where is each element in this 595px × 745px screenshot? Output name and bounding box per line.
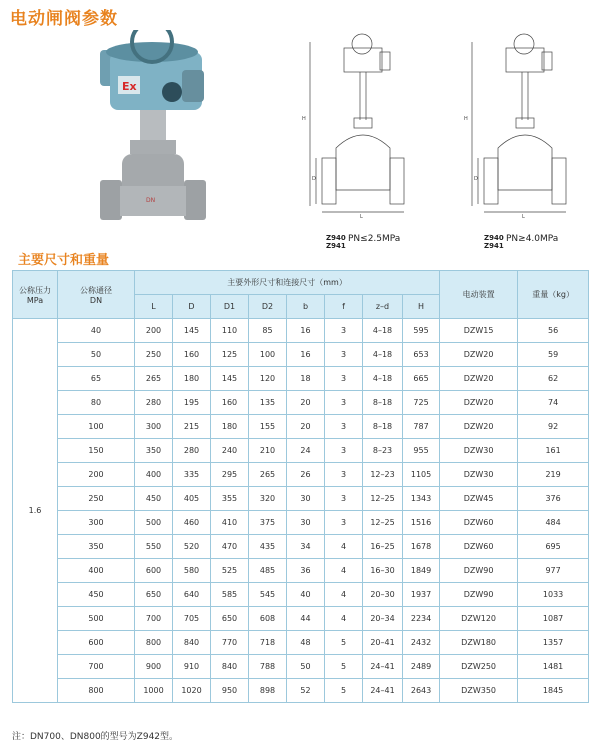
table-cell: 955 (403, 439, 440, 463)
table-cell: 725 (403, 391, 440, 415)
table-cell: 16–30 (363, 559, 403, 583)
table-cell: DZW90 (440, 559, 518, 583)
table-cell: 8–23 (363, 439, 403, 463)
spec-table (12, 270, 589, 703)
table-cell: 1033 (518, 583, 589, 607)
table-cell: 1343 (403, 487, 440, 511)
table-cell: 210 (249, 439, 287, 463)
table-cell: 1105 (403, 463, 440, 487)
table-cell: 12–23 (363, 463, 403, 487)
table-cell: 1087 (518, 607, 589, 631)
table-row (13, 535, 589, 559)
header-actuator: 电动装置 (440, 271, 518, 319)
header-dim: f (325, 295, 363, 319)
table-cell: 3 (325, 319, 363, 343)
table-cell: 4 (325, 607, 363, 631)
table-row (13, 391, 589, 415)
table-cell: 100 (58, 415, 135, 439)
table-cell: 4–18 (363, 343, 403, 367)
table-cell: 295 (211, 463, 249, 487)
table-cell: 110 (211, 319, 249, 343)
table-cell: 12–25 (363, 487, 403, 511)
table-cell: DZW60 (440, 511, 518, 535)
table-cell: 320 (249, 487, 287, 511)
table-cell: 470 (211, 535, 249, 559)
table-cell: 4–18 (363, 367, 403, 391)
section-title: 主要尺寸和重量 (18, 253, 110, 268)
table-cell: 62 (518, 367, 589, 391)
table-cell: DZW20 (440, 391, 518, 415)
table-cell: 48 (287, 631, 325, 655)
table-cell: 135 (249, 391, 287, 415)
table-cell: 1357 (518, 631, 589, 655)
table-cell: 950 (211, 679, 249, 703)
table-cell: 4–18 (363, 319, 403, 343)
svg-text:H: H (302, 116, 306, 122)
table-cell: 840 (173, 631, 211, 655)
table-cell: 85 (249, 319, 287, 343)
table-cell: DZW20 (440, 343, 518, 367)
table-cell: 500 (135, 511, 173, 535)
table-cell: 3 (325, 391, 363, 415)
table-cell: 160 (173, 343, 211, 367)
table-cell: 900 (135, 655, 173, 679)
table-cell: 16–25 (363, 535, 403, 559)
table-cell: 1937 (403, 583, 440, 607)
drawing-1-pn: PN≤2.5MPa (348, 234, 401, 244)
header-dim: b (287, 295, 325, 319)
table-cell: 485 (249, 559, 287, 583)
table-cell: 1678 (403, 535, 440, 559)
table-cell: 3 (325, 511, 363, 535)
table-cell: 600 (135, 559, 173, 583)
table-cell: 700 (58, 655, 135, 679)
table-cell: 24–41 (363, 679, 403, 703)
drawing-1-caption (326, 234, 401, 250)
table-cell: 788 (249, 655, 287, 679)
table-cell: 24 (287, 439, 325, 463)
valve-drawing-1 (300, 30, 410, 220)
table-cell: 16 (287, 343, 325, 367)
table-cell: 59 (518, 343, 589, 367)
table-row (13, 679, 589, 703)
table-row (13, 631, 589, 655)
table-cell: 5 (325, 679, 363, 703)
table-row (13, 655, 589, 679)
table-cell: 1481 (518, 655, 589, 679)
table-cell: 145 (173, 319, 211, 343)
drawing-1-model-b: Z941 (326, 242, 346, 250)
table-cell: 24–41 (363, 655, 403, 679)
table-cell: 705 (173, 607, 211, 631)
table-cell: 840 (211, 655, 249, 679)
svg-text:DN: DN (146, 197, 156, 204)
table-cell: 265 (135, 367, 173, 391)
table-cell: 219 (518, 463, 589, 487)
header-dims-group: 主要外形尺寸和连接尺寸（mm） (135, 271, 440, 295)
table-cell: 36 (287, 559, 325, 583)
drawing-2-pn: PN≥4.0MPa (506, 234, 559, 244)
table-cell: 3 (325, 415, 363, 439)
table-cell: 2432 (403, 631, 440, 655)
table-cell: 2234 (403, 607, 440, 631)
table-cell: 200 (135, 319, 173, 343)
table-row (13, 343, 589, 367)
table-cell: 695 (518, 535, 589, 559)
table-cell: 450 (58, 583, 135, 607)
table-cell: 545 (249, 583, 287, 607)
table-cell: 125 (211, 343, 249, 367)
table-row (13, 511, 589, 535)
table-cell: 56 (518, 319, 589, 343)
table-row (13, 487, 589, 511)
table-cell: 650 (211, 607, 249, 631)
table-cell: 800 (58, 679, 135, 703)
table-cell: 92 (518, 415, 589, 439)
table-cell: 215 (173, 415, 211, 439)
table-row (13, 319, 589, 343)
table-cell: 700 (135, 607, 173, 631)
table-cell: 400 (58, 559, 135, 583)
table-cell: 20 (287, 415, 325, 439)
table-cell: 1849 (403, 559, 440, 583)
table-cell: 180 (211, 415, 249, 439)
spec-table-body (13, 319, 589, 703)
svg-text:D: D (474, 176, 478, 182)
table-cell: 150 (58, 439, 135, 463)
table-cell: DZW30 (440, 463, 518, 487)
table-cell: 640 (173, 583, 211, 607)
table-cell: 435 (249, 535, 287, 559)
table-cell: 65 (58, 367, 135, 391)
table-cell: 1000 (135, 679, 173, 703)
table-cell: 5 (325, 655, 363, 679)
table-cell: 250 (135, 343, 173, 367)
table-cell: 44 (287, 607, 325, 631)
page-title: 电动闸阀参数 (10, 9, 118, 29)
table-cell: DZW45 (440, 487, 518, 511)
svg-text:L: L (522, 214, 525, 220)
table-cell: 30 (287, 487, 325, 511)
table-cell: 161 (518, 439, 589, 463)
table-cell: 977 (518, 559, 589, 583)
header-weight: 重量（kg） (518, 271, 589, 319)
table-cell: 376 (518, 487, 589, 511)
table-cell: 300 (135, 415, 173, 439)
table-row (13, 463, 589, 487)
table-cell: 460 (173, 511, 211, 535)
table-cell: 74 (518, 391, 589, 415)
table-cell: 1020 (173, 679, 211, 703)
table-cell: 265 (249, 463, 287, 487)
table-cell: 80 (58, 391, 135, 415)
table-cell: 3 (325, 343, 363, 367)
header-dim: H (403, 295, 440, 319)
table-cell: DZW20 (440, 415, 518, 439)
table-cell: 50 (58, 343, 135, 367)
table-cell: 910 (173, 655, 211, 679)
table-cell: 8–18 (363, 391, 403, 415)
table-cell: 600 (58, 631, 135, 655)
table-cell: 525 (211, 559, 249, 583)
table-row (13, 607, 589, 631)
table-row (13, 367, 589, 391)
table-cell: 520 (173, 535, 211, 559)
table-cell: DZW120 (440, 607, 518, 631)
table-cell: 500 (58, 607, 135, 631)
table-cell: DZW30 (440, 439, 518, 463)
table-cell: 718 (249, 631, 287, 655)
table-cell: 4 (325, 583, 363, 607)
table-cell: 375 (249, 511, 287, 535)
table-cell: 608 (249, 607, 287, 631)
table-cell: 350 (58, 535, 135, 559)
table-cell: 1845 (518, 679, 589, 703)
table-cell: 160 (211, 391, 249, 415)
header-pressure: 公称压力 MPa (13, 271, 58, 319)
table-cell: 787 (403, 415, 440, 439)
table-cell: 200 (58, 463, 135, 487)
valve-drawing-2 (462, 30, 572, 220)
header-dim: D2 (249, 295, 287, 319)
table-cell: DZW15 (440, 319, 518, 343)
table-cell: 16 (287, 319, 325, 343)
table-cell: DZW20 (440, 367, 518, 391)
table-cell: 18 (287, 367, 325, 391)
table-cell: 898 (249, 679, 287, 703)
table-cell: 12–25 (363, 511, 403, 535)
table-cell: 34 (287, 535, 325, 559)
table-cell: 180 (173, 367, 211, 391)
table-cell: 770 (211, 631, 249, 655)
header-diameter: 公称通径 DN (58, 271, 135, 319)
drawing-2-model-b: Z941 (484, 242, 504, 250)
table-cell: 280 (135, 391, 173, 415)
footnote: 注：DN700、DN800的型号为Z942型。 (12, 732, 179, 742)
table-cell: 40 (287, 583, 325, 607)
table-cell: DZW60 (440, 535, 518, 559)
table-cell: 145 (211, 367, 249, 391)
table-cell: 3 (325, 487, 363, 511)
table-row (13, 559, 589, 583)
table-cell: 250 (58, 487, 135, 511)
table-cell: 580 (173, 559, 211, 583)
table-cell: 653 (403, 343, 440, 367)
table-cell: 410 (211, 511, 249, 535)
svg-text:L: L (360, 214, 363, 220)
table-cell: DZW180 (440, 631, 518, 655)
drawing-2-model-a: Z940 (484, 234, 504, 242)
table-cell: 650 (135, 583, 173, 607)
ex-badge: Ex (122, 80, 137, 93)
drawing-1-model-a: Z940 (326, 234, 346, 242)
table-cell: 20–30 (363, 583, 403, 607)
table-cell: 20 (287, 391, 325, 415)
table-cell: 52 (287, 679, 325, 703)
table-cell: 484 (518, 511, 589, 535)
pressure-cell: 1.6 (13, 319, 58, 703)
table-cell: 355 (211, 487, 249, 511)
svg-text:H: H (464, 116, 468, 122)
table-cell: 585 (211, 583, 249, 607)
table-cell: 550 (135, 535, 173, 559)
table-row (13, 415, 589, 439)
table-cell: 240 (211, 439, 249, 463)
table-cell: DZW250 (440, 655, 518, 679)
table-cell: 595 (403, 319, 440, 343)
table-cell: 30 (287, 511, 325, 535)
table-cell: 400 (135, 463, 173, 487)
header-dim: L (135, 295, 173, 319)
table-cell: 5 (325, 631, 363, 655)
table-cell: 4 (325, 535, 363, 559)
table-row (13, 583, 589, 607)
svg-text:D: D (312, 176, 316, 182)
header-dim: D (173, 295, 211, 319)
table-cell: DZW350 (440, 679, 518, 703)
table-cell: 405 (173, 487, 211, 511)
table-cell: 280 (173, 439, 211, 463)
table-cell: 800 (135, 631, 173, 655)
table-cell: DZW90 (440, 583, 518, 607)
table-cell: 8–18 (363, 415, 403, 439)
table-cell: 2643 (403, 679, 440, 703)
header-dim: D1 (211, 295, 249, 319)
table-cell: 155 (249, 415, 287, 439)
table-cell: 20–34 (363, 607, 403, 631)
table-cell: 20–41 (363, 631, 403, 655)
table-cell: 2489 (403, 655, 440, 679)
table-cell: 3 (325, 439, 363, 463)
table-cell: 100 (249, 343, 287, 367)
table-cell: 50 (287, 655, 325, 679)
table-cell: 665 (403, 367, 440, 391)
table-cell: 40 (58, 319, 135, 343)
table-cell: 1516 (403, 511, 440, 535)
table-cell: 3 (325, 463, 363, 487)
table-cell: 26 (287, 463, 325, 487)
table-cell: 300 (58, 511, 135, 535)
valve-photo (60, 30, 240, 238)
table-cell: 195 (173, 391, 211, 415)
table-cell: 3 (325, 367, 363, 391)
table-cell: 4 (325, 559, 363, 583)
table-cell: 335 (173, 463, 211, 487)
table-row (13, 439, 589, 463)
table-cell: 120 (249, 367, 287, 391)
table-cell: 450 (135, 487, 173, 511)
drawing-2-caption (484, 234, 559, 250)
table-cell: 350 (135, 439, 173, 463)
header-dim: z–d (363, 295, 403, 319)
